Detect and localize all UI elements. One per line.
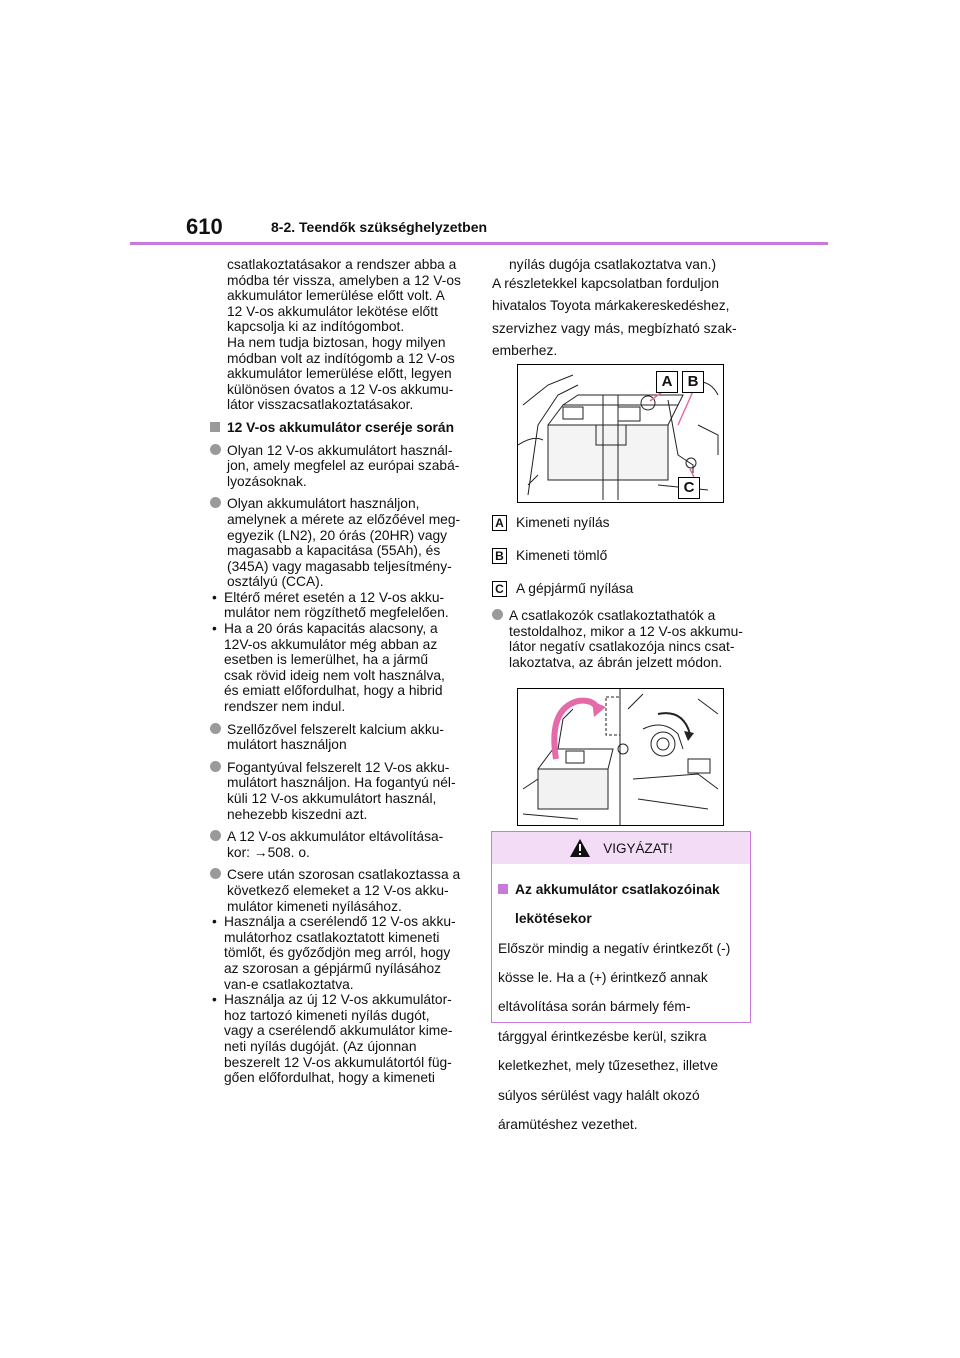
ground-connection-illustration (518, 689, 723, 825)
warning-header (492, 832, 750, 864)
text-line: Használja a cserélendő 12 V-os akku- (224, 914, 456, 930)
sub-item (210, 914, 475, 992)
legend-text: Kimeneti tömlő (516, 548, 608, 564)
text-line: osztályú (CCA). (227, 574, 324, 590)
warning-body (492, 864, 750, 1150)
text-line: mulátor nem rögzíthető megfelelően. (224, 605, 449, 621)
heading-text: 12 V-os akkumulátor cseréje során (227, 419, 454, 435)
text-line: hoz tartozó kimeneti nyílás dugót, (224, 1007, 430, 1023)
dot-icon: • (212, 589, 217, 605)
text-line: egyezik (LN2), 20 órás (20HR) vagy (227, 527, 448, 543)
text-line: neti nyílás dugóját. (Az újonnan (224, 1038, 417, 1054)
text-line: A csatlakozók csatlakoztathatók a (509, 608, 716, 623)
text-line: módba tér vissza, amelyben a 12 V-os (227, 272, 461, 288)
text-line: mulátor kimeneti nyílásához. (227, 898, 402, 914)
header-rule (130, 242, 828, 245)
text-line: áramütéshez vezethet. (498, 1116, 638, 1132)
text-line: következő elemeket a 12 V-os akku- (227, 882, 449, 898)
text-line: 12 V-os akkumulátor lekötése előtt (227, 303, 438, 319)
list-item (210, 867, 475, 1085)
text-line: jon, amely megfelel az európai szabá- (227, 458, 460, 474)
text-line: Olyan 12 V-os akkumulátort használ- (227, 442, 453, 458)
ground-connection-figure (517, 688, 724, 826)
text-line: 12V-os akkumulátor még abban az (224, 636, 438, 652)
battery-vent-figure (517, 364, 724, 503)
text-line: lyozásoknak. (227, 473, 307, 489)
text-line: Az akkumulátor csatlakozóinak (515, 881, 720, 897)
sub-item (210, 621, 475, 715)
text-line: Olyan akkumulátort használjon, (227, 496, 420, 512)
legend-key: C (492, 581, 507, 597)
text-line: látor negatív csatlakozója nincs csat- (509, 639, 735, 655)
text-line: Csere után szorosan csatlakoztassa a (227, 867, 461, 883)
callout-c: C (678, 477, 700, 499)
text-line: van-e csatlakoztatva. (224, 976, 354, 992)
list-item (210, 760, 475, 822)
text-line: gően előfordulhat, hogy a kimeneti (224, 1070, 435, 1086)
text-line: csatlakoztatásakor a rendszer abba a (227, 257, 457, 272)
list-item (210, 829, 475, 860)
text-line: mulátort használjon. Ha fogantyú nél- (227, 775, 456, 791)
text-line: hivatalos Toyota márkakereskedéshez, (492, 298, 730, 314)
text-line: súlyos sérülést vagy halált okozó (498, 1087, 700, 1103)
text-line: Szellőzővel felszerelt kalcium akku- (227, 721, 444, 737)
legend-key: B (492, 548, 507, 564)
text-line: mulátorhoz csatlakoztatott kimeneti (224, 929, 440, 945)
text-line: tömlőt, és győződjön meg arról, hogy (224, 945, 451, 961)
text-line: Először mindig a negatív érintkezőt (-) (498, 940, 731, 956)
text-line: vagy a cserélendő akkumulátor kime- (224, 1023, 453, 1039)
text-line: testoldalhoz, mikor a 12 V-os akkumu- (509, 623, 743, 639)
text-line: küli 12 V-os akkumulátort használ, (227, 791, 437, 806)
legend-text: Kimeneti nyílás (516, 515, 610, 531)
square-bullet-icon (498, 884, 508, 894)
text-line: módban volt az indítógomb a 12 V-os (227, 350, 455, 366)
text-line: tárggyal érintkezésbe kerül, szikra (498, 1028, 707, 1044)
warning-heading (498, 882, 744, 927)
text-line: Ha a 20 órás kapacitás alacsony, a (224, 621, 438, 637)
dot-icon: • (212, 992, 217, 1008)
bullet-icon (210, 497, 221, 508)
text-line: nyílás dugója csatlakoztatva van.) (509, 257, 717, 272)
continuation-text (210, 257, 475, 413)
text-line: akkumulátor lemerülése előtt, legyen (227, 366, 452, 382)
right-column (492, 257, 754, 363)
warning-title: VIGYÁZAT! (603, 840, 673, 856)
text-line: Eltérő méret esetén a 12 V-os akku- (224, 589, 445, 605)
text-line: esetben is lemerülhet, ha a jármű (224, 652, 428, 668)
bullet-icon (210, 761, 221, 772)
list-item (492, 608, 754, 670)
text-line: (345A) vagy magasabb teljesítmény- (227, 558, 452, 574)
left-column (210, 257, 475, 1086)
text-line: keletkezhet, mely tűzesethez, illetve (498, 1058, 719, 1074)
text-line: lakoztatva, az ábrán jelzett módon. (509, 654, 723, 670)
list-item (210, 443, 475, 490)
text-line: az szorosan a gépjármű nyílásához (224, 960, 442, 976)
text-line: szervizhez vagy más, megbízható szak- (492, 320, 737, 336)
warning-box (491, 831, 751, 1132)
text-line: eltávolítása során bármely fém- (498, 999, 691, 1015)
warning-triangle-icon (569, 838, 591, 858)
text-line: különösen óvatos a 12 V-os akkumu- (227, 381, 454, 397)
bullet-icon (210, 444, 221, 455)
legend-text: A gépjármű nyílása (516, 581, 634, 597)
bullet-icon (210, 830, 221, 841)
bullet-icon (492, 609, 503, 620)
text-line: és emiatt előfordulhat, hogy a hibrid (224, 683, 443, 699)
text-line: A 12 V-os akkumulátor eltávolítása- (227, 829, 444, 845)
callout-b: B (682, 371, 704, 393)
text-line: amelynek a mérete az előzőével meg- (227, 511, 461, 527)
list-item (210, 722, 475, 753)
text-line: A részletekkel kapcsolatban forduljon (492, 275, 720, 291)
bullet-icon (210, 723, 221, 734)
text-line: lekötésekor (515, 911, 592, 927)
text-line: látor visszacsatlakoztatásakor. (227, 397, 414, 413)
warning-text (498, 941, 744, 1133)
legend-item-b (492, 541, 754, 571)
text-line: csak rövid ideig nem volt használva, (224, 667, 445, 683)
text-line: beszerelt 12 V-os akkumulátortól füg- (224, 1054, 452, 1070)
text-line: akkumulátor lemerülése előtt volt. A (227, 288, 445, 304)
legend-item-a (492, 508, 754, 538)
text-line: kösse le. Ha a (+) érintkező annak (498, 969, 708, 985)
dot-icon: • (212, 621, 217, 637)
sub-item (210, 992, 475, 1086)
text-line: nehezebb kiszedni azt. (227, 806, 368, 822)
text-line: Ha nem tudja biztosan, hogy milyen (227, 334, 446, 350)
page-reference[interactable]: kor: →508. o. (227, 844, 310, 860)
contact-paragraph (492, 273, 754, 363)
legend-key: A (492, 515, 507, 531)
right-bullet (492, 608, 754, 670)
section-title: 8-2. Teendők szükséghelyzetben (271, 219, 488, 235)
text-line: kapcsolja ki az indítógombot. (227, 319, 405, 335)
sub-item (210, 590, 475, 621)
bullet-icon (210, 868, 221, 879)
list-item (210, 496, 475, 714)
text-line: mulátort használjon (227, 737, 347, 753)
page-number: 610 (186, 214, 223, 239)
text-line: Fogantyúval felszerelt 12 V-os akku- (227, 759, 450, 775)
figure-legend (492, 508, 754, 604)
text-line: magasabb a kapacitása (55Ah), és (227, 543, 441, 559)
text-line: Használja az új 12 V-os akkumulátor- (224, 992, 452, 1008)
section-heading (210, 420, 475, 436)
text-line: rendszer nem indul. (224, 699, 346, 715)
square-bullet-icon (210, 422, 220, 432)
legend-item-c (492, 574, 754, 604)
text-line: emberhez. (492, 343, 558, 359)
callout-a: A (656, 371, 678, 393)
dot-icon: • (212, 914, 217, 930)
